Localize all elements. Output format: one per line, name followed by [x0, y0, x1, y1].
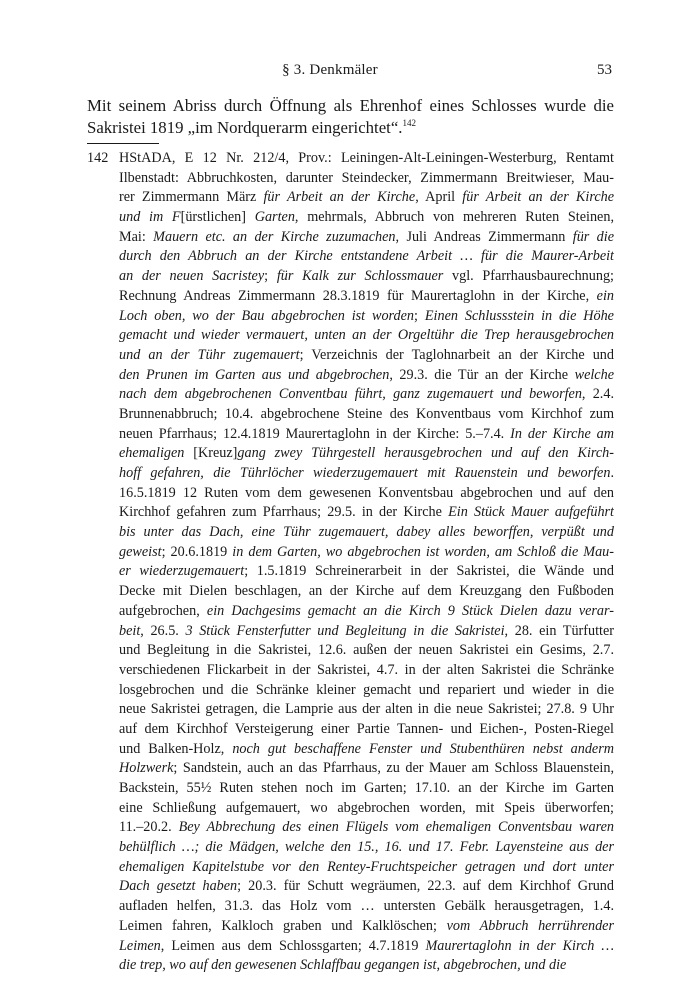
footnote-line [119, 720, 614, 740]
italic-run: für Kalk zur Schlossmauer [276, 268, 444, 285]
footnote-line [119, 326, 614, 346]
italic-run: ehemaligen Kapitelstube vor den Rentey-Fruchtspeicher getragen und dort unter [119, 858, 614, 875]
footnote-number: 142 [87, 150, 109, 166]
italic-run: an der neuen Sacristey [119, 268, 265, 285]
text-run: , Juli Andreas Zimmermann [395, 228, 573, 245]
text-run: ; 1.5.1819 Schreinerarbeit in der Sakristei, die Wände und [244, 563, 614, 580]
text-run: Backstein, 55½ Ruten stehen noch im Garten; 17.10. an der Kirche im Garten [119, 780, 614, 796]
text-run: HStADA, E 12 Nr. 212/4, Prov.: Leiningen-Alt-Leiningen-Westerburg, Rentamt [119, 150, 614, 166]
footnote-line [119, 661, 614, 681]
italic-run: vom Abbruch herrührender [446, 917, 614, 934]
italic-run: ehemaligen [119, 445, 185, 462]
text-run: . [610, 465, 614, 481]
body-paragraph [87, 95, 614, 138]
italic-run: bis unter das Dach, eine Tühr zugemauert, dabey alles beworffen, verpüßt und [119, 524, 614, 541]
text-run: neuen Pfarrhaus; 12.4.1819 Maurertaglohn in der Kirche: 5.–7.4. [119, 425, 511, 442]
footnote-line [119, 188, 614, 208]
footnote-line [119, 149, 614, 169]
footnote-line [119, 208, 614, 228]
running-header-section: § 3. Denkmäler [282, 62, 378, 78]
text-run: Mai: [119, 228, 154, 245]
text-run: ; 20.6.1819 [161, 543, 233, 560]
italic-run: Bey Abbrechung des einen Flügels vom ehemaligen Conventsbau waren [178, 819, 614, 836]
text-run: Ilbenstadt: Abbruchkosten, darunter Steindecker, Zimmermann Breitwieser, Mau- [119, 169, 614, 186]
text-run: , Leimen aus dem Schlossgarten; 4.7.1819 [160, 937, 426, 954]
footnote-line [119, 759, 614, 779]
footnote-line [119, 346, 614, 366]
footnote-line [119, 917, 614, 937]
italic-run: für Arbeit an der Kirche [263, 189, 416, 206]
body-line-text: Sakristei 1819 „im Nordquerarm eingerichtet“. [87, 117, 403, 137]
italic-run: Ein Stück Mauer aufgeführt [448, 504, 614, 521]
text-run: ; Verzeichnis der Taglohnarbeit an der Kirche und [299, 346, 614, 363]
italic-run: den Prunen im Garten aus und abgebrochen [119, 366, 390, 383]
footnote-line [119, 818, 614, 838]
text-run: 16.5.1819 12 Ruten vom dem gewesenen Konventsbau abgebrochen und auf den [119, 484, 614, 501]
footnote-line [119, 562, 614, 582]
italic-run: ein [596, 287, 614, 304]
text-run: ; Sandstein, auch an das Pfarrhaus, zu der Mauer am Schloss Blauenstein, [173, 760, 614, 777]
italic-run: Holzwerk [119, 760, 174, 777]
italic-run: Loch oben, wo der Bau abgebrochen ist worden [119, 307, 415, 324]
text-run: auf dem Kirchhof Versteigerung einer Partie Tannen- und Eichen-, Posten-Riegel [119, 720, 614, 737]
footnote-line [119, 700, 614, 720]
italic-run: und im F [119, 209, 181, 226]
italic-run: Dach gesetzt haben [119, 878, 238, 895]
italic-run: Mauern etc. an der Kirche zuzumachen [153, 228, 396, 245]
footnote-line [119, 385, 614, 405]
text-run: , April [415, 189, 463, 206]
text-run: verschiedenen Flickarbeit in der Sakristei, 4.7. in der alten Sakristei die Schränke [119, 661, 614, 678]
italic-run: Leimen [119, 937, 161, 954]
footnote-line [119, 267, 614, 287]
text-run: und Balken-Holz, [119, 740, 233, 757]
footnote-line [119, 169, 614, 189]
text-run: und Begleitung in die Sakristei, 12.6. außen der neuen Sakristei ein Gesims, 2.7. [119, 642, 614, 659]
italic-run: und an der Tühr zugemauert [119, 346, 300, 363]
text-run: neue Sakristei getragen, die Lamprie aus der alten in die neue Sakristei; 27.8. 9 Uhr [119, 701, 614, 718]
footnote-line [119, 307, 614, 327]
footnote-line [119, 858, 614, 878]
footnote-line [119, 622, 614, 642]
text-run: , mehrmals, Abbruch von mehreren Ruten Steinen, [294, 209, 614, 226]
text-run: , 29.3. die Tür an der Kirche [389, 366, 575, 383]
footnote-line [119, 484, 614, 504]
footnote-line [119, 543, 614, 563]
footnote-line [119, 740, 614, 760]
italic-run: für Arbeit an der Kirche [462, 189, 614, 206]
text-run: aufladen helfen, 31.3. das Holz vom … untersten Gebälk herausgetragen, 1.4. [119, 898, 614, 915]
text-run: rer Zimmermann März [119, 189, 264, 206]
footnote-line [119, 897, 614, 917]
italic-run: Einen Schlussstein in die Höhe [424, 307, 614, 324]
footnote-line [119, 582, 614, 602]
italic-run: welche [574, 366, 614, 383]
footnote-line [119, 956, 614, 976]
footnote-line [119, 228, 614, 248]
footnote-line [119, 247, 614, 267]
text-run: ; [264, 268, 277, 285]
italic-run: ein Dachgesims gemacht an die Kirch 9 Stück Dielen dazu verar- [206, 602, 614, 619]
body-line: Mit seinem Abriss durch Öffnung als Ehrenhof eines Schlosses wurde die [87, 96, 614, 115]
footnote-line [119, 799, 614, 819]
footnote-text [119, 149, 614, 976]
italic-run: in dem Garten, wo abgebrochen ist worden, am Schloß die Mau- [232, 543, 614, 560]
italic-run: 3 Stück Fensterfutter und Begleitung in die Sakristei [185, 622, 505, 639]
text-run: [ürstlichen] [180, 209, 255, 226]
footnote-line [119, 602, 614, 622]
text-run: Kirchhof gefahren zum Pfarrhaus; 29.5. in der Kirche [119, 504, 449, 521]
italic-run: beit [119, 622, 141, 639]
italic-run: gang zwey Tührgestell herausgebrochen und auf den Kirch- [237, 445, 614, 462]
italic-run: geweist [119, 543, 162, 560]
italic-run: noch gut beschaffene Fenster und Stubenthüren nebst anderm [232, 740, 614, 757]
page-number: 53 [597, 62, 612, 78]
footnote-reference[interactable]: 142 [402, 117, 416, 128]
italic-run: Maurertaglohn in der Kirch … [425, 937, 614, 954]
footnote-line [119, 405, 614, 425]
footnote-line [119, 681, 614, 701]
text-run: ; 20.3. für Schutt wegräumen, 22.3. auf dem Kirchhof Grund [237, 878, 614, 895]
footnote-line [119, 464, 614, 484]
text-run: ; [414, 307, 425, 324]
footnote-separator [87, 143, 159, 144]
footnote-line [119, 877, 614, 897]
text-run: , 26.5. [140, 622, 186, 639]
text-run: , 28. ein Türfutter [504, 622, 614, 639]
footnote-line [119, 523, 614, 543]
text-run: [Kreuz] [184, 445, 238, 462]
italic-run: nach dem abgebrochenen Conventbau führt, ganz zugemauert und beworfen [119, 386, 582, 403]
footnote-line [119, 287, 614, 307]
italic-run: Garten [254, 209, 295, 226]
footnote-line [119, 503, 614, 523]
footnote-line [119, 641, 614, 661]
text-run: Decke mit Dielen beschlagen, an der Kirche auf dem Kreuzgang den Fußboden [119, 583, 614, 600]
footnote-line [119, 779, 614, 799]
footnote-line [119, 444, 614, 464]
italic-run: In der Kirche am [510, 425, 614, 442]
footnote-line [119, 937, 614, 957]
text-run: Rechnung Andreas Zimmermann 28.3.1819 für Maurertaglohn in der Kirche, [119, 287, 597, 304]
body-line-last [87, 117, 614, 139]
text-run: vgl. Pfarrhausbaurechnung; [443, 268, 614, 285]
italic-run: die trep, wo auf den gewesenen Schlaffbau gegangen ist, abgebrochen, und die [119, 957, 567, 974]
text-run: losgebrochen und die Schränke kleiner gemacht und repariert und wieder in die [119, 681, 614, 698]
footnote-line [119, 838, 614, 858]
footnote-line [119, 425, 614, 445]
text-run: aufgebrochen, [119, 602, 207, 619]
footnote-line [119, 366, 614, 386]
italic-run: durch den Abbruch an der Kirche entstandene Arbeit … für die Maurer-Arbeit [119, 248, 614, 265]
italic-run: er wiederzugemauert [119, 563, 245, 580]
italic-run: gemacht und wieder vermauert, unten an der Orgeltühr die Trep herausgebrochen [119, 327, 614, 344]
italic-run: behülflich …; die Mädgen, welche den 15., 16. und 17. Febr. Layensteine aus der [119, 839, 614, 856]
text-run: Leimen fahren, Kalkloch graben und Kalklöschen; [119, 917, 447, 934]
italic-run: hoff gefahren, die Tührlöcher wiederzugemauert mit Rauenstein und beworfen [119, 465, 611, 481]
italic-run: für die [572, 228, 614, 245]
text-run: eine Schließung aufgemauert, wo abgebrochen worden, mit Speis überworfen; [119, 799, 614, 816]
text-run: Brunnenabbruch; 10.4. abgebrochene Steine des Konventbaus vom Kirchhof zum [119, 405, 614, 422]
text-run: , 2.4. [581, 386, 614, 403]
text-run: 11.–20.2. [119, 819, 179, 836]
